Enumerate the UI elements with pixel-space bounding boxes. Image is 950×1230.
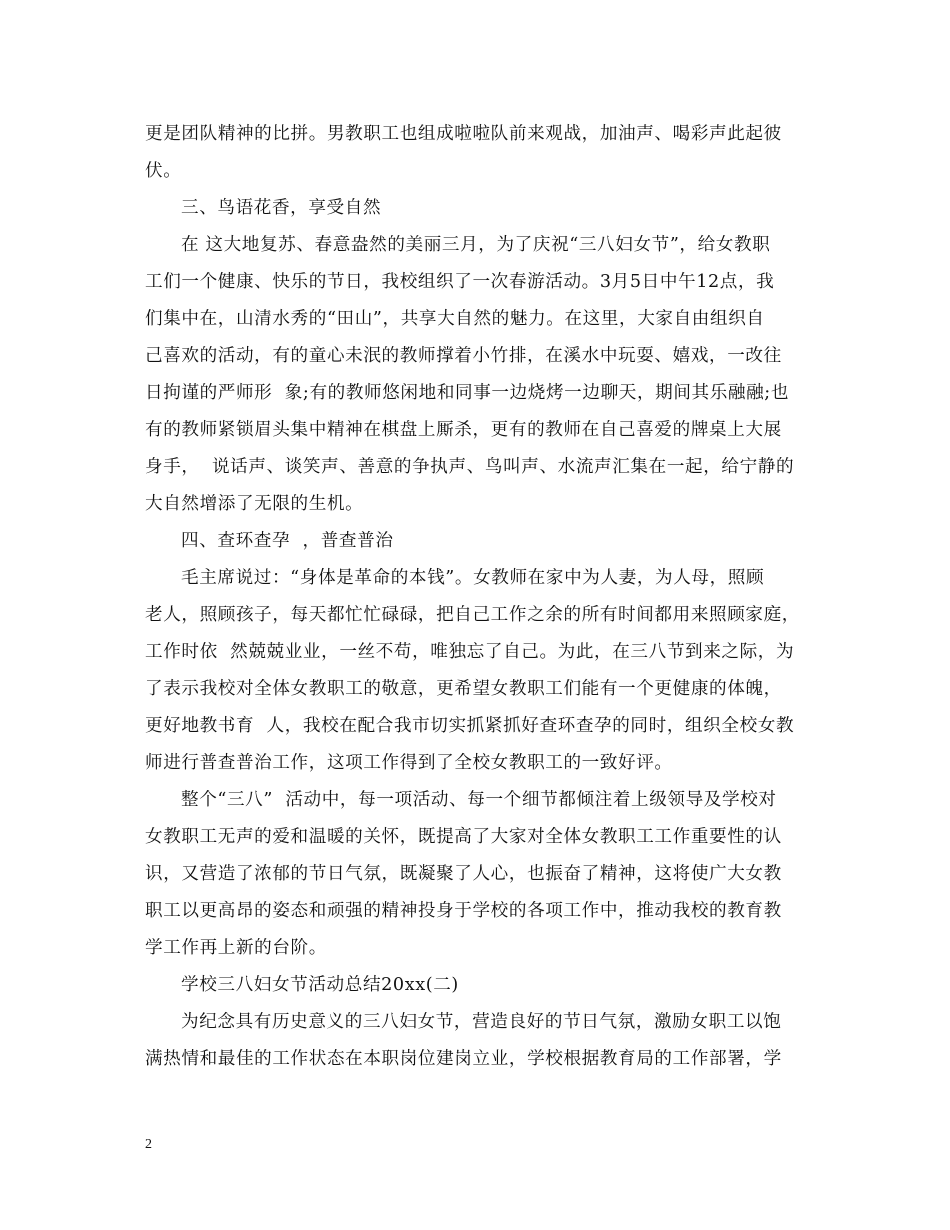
text-line: 工作时依 然兢兢业业，一丝不苟，唯独忘了自己。为此，在三八节到来之际，为	[145, 642, 795, 662]
document-body	[145, 116, 810, 1078]
text-line: 满热情和最佳的工作状态在本职岗位建岗立业，学校根据教育局的工作部署，学	[145, 1049, 782, 1069]
section-heading: 三、鸟语花香，享受自然	[181, 198, 382, 218]
section-heading: 四、查环查孕 ，普查普治	[181, 531, 394, 551]
text-line: 职工以更高昂的姿态和顽强的精神投身于学校的各项工作中，推动我校的教育教	[145, 901, 782, 921]
text-line: 身手， 说话声、谈笑声、善意的争执声、鸟叫声、水流声汇集在一起，给宁静的	[145, 457, 795, 477]
text-line: 伏。	[145, 161, 182, 181]
text-line: 整个“三八” 活动中，每一项活动、每一个细节都倾注着上级领导及学校对	[181, 790, 777, 810]
text-line: 了表示我校对全体女教职工的敬意，更希望女教职工们能有一个更健康的体魄，	[145, 679, 782, 699]
text-line: 女教职工无声的爱和温暖的关怀，既提高了大家对全体女教职工工作重要性的认	[145, 827, 782, 847]
text-line: 己喜欢的活动，有的童心未泯的教师撑着小竹排，在溪水中玩耍、嬉戏，一改往	[145, 346, 782, 366]
text-line: 们集中在，山清水秀的“田山”，共享大自然的魅力。在这里，大家自由组织自	[145, 309, 765, 329]
text-line: 更好地教书育 人，我校在配合我市切实抓紧抓好查环查孕的同时，组织全校女教	[145, 716, 795, 736]
text-line: 老人，照顾孩子，每天都忙忙碌碌，把自己工作之余的所有时间都用来照顾家庭，	[145, 605, 800, 625]
text-line: 毛主席说过：“身体是革命的本钱”。女教师在家中为人妻，为人母，照顾	[181, 568, 765, 588]
page-number: 2	[145, 1137, 152, 1152]
text-line: 工们一个健康、快乐的节日，我校组织了一次春游活动。3月5日中午12点，我	[145, 272, 775, 292]
text-line: 为纪念具有历史意义的三八妇女节，营造良好的节日气氛，激励女职工以饱	[181, 1012, 782, 1032]
text-line: 在 这大地复苏、春意盎然的美丽三月，为了庆祝“三八妇女节”，给女教职	[181, 235, 771, 255]
subtitle-heading: 学校三八妇女节活动总结20xx(二)	[181, 975, 459, 995]
text-line: 有的教师紧锁眉头集中精神在棋盘上厮杀，更有的教师在自己喜爱的牌桌上大展	[145, 420, 782, 440]
text-line: 更是团队精神的比拼。男教职工也组成啦啦队前来观战，加油声、喝彩声此起彼	[145, 124, 782, 144]
text-line: 识，又营造了浓郁的节日气氛，既凝聚了人心，也振奋了精神，这将使广大女教	[145, 864, 782, 884]
text-line: 大自然增添了无限的生机。	[145, 494, 364, 514]
text-line: 师进行普查普治工作，这项工作得到了全校女教职工的一致好评。	[145, 753, 673, 773]
text-line: 日拘谨的严师形 象;有的教师悠闲地和同事一边烧烤一边聊天，期间其乐融融;也	[145, 383, 790, 403]
text-line: 学工作再上新的台阶。	[145, 938, 327, 958]
